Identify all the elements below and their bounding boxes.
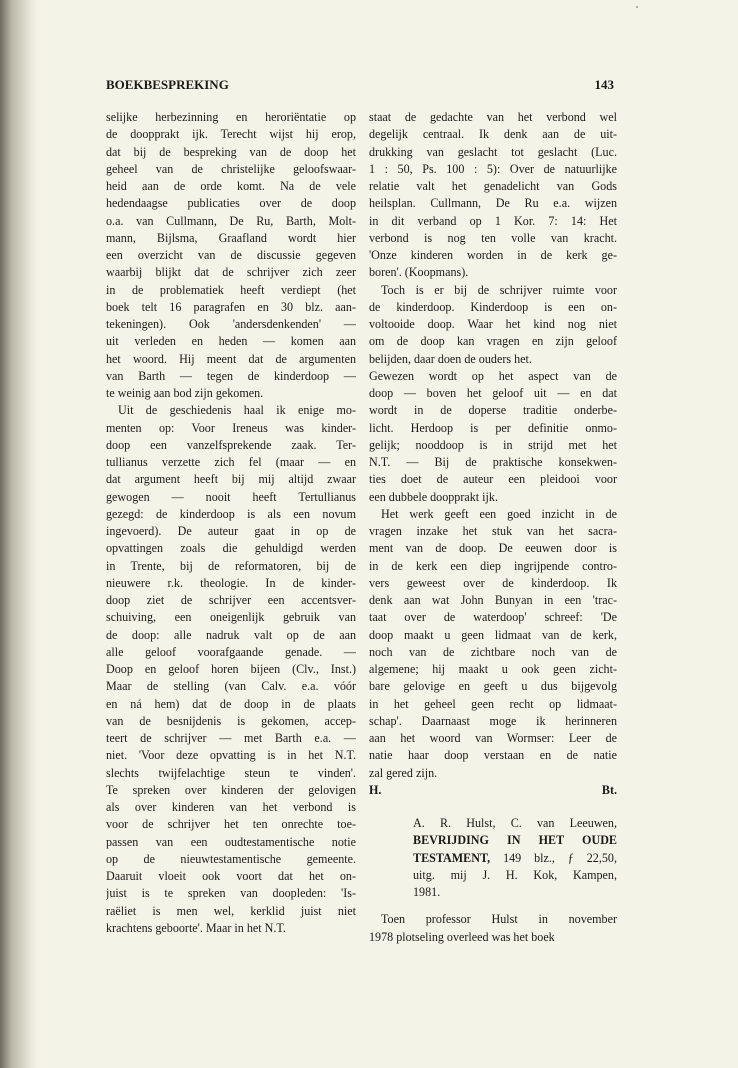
text-line: natie haar doop verstaan en de natie <box>369 748 617 763</box>
text-line: dat bij de bespreking van de doop het <box>106 144 356 159</box>
book-title-details <box>413 850 617 867</box>
text-line: Te spreken over kinderen der gelovigen <box>106 782 356 797</box>
text-line: schuiving, een oneigenlijk gebruik van <box>106 610 356 625</box>
text-line: o.a. van Cullmann, De Ru, Barth, Molt- <box>106 213 356 228</box>
text-line: slechts twijfelachtige steun te vinden'. <box>106 765 356 780</box>
text-line: van de besnijdenis is gekomen, accep- <box>106 713 356 728</box>
text-line: 1 : 50, Ps. 100 : 5): Over de natuurlijke <box>369 161 617 176</box>
text-line: de doopprakt ijk. Terecht wijst hij erop, <box>106 127 356 142</box>
text-line: zal gered zijn. <box>369 765 438 780</box>
text-line: waarbij blijkt dat de schrijver zich zeer <box>106 265 356 280</box>
text-line: degelijk centraal. Ik denk aan de uit- <box>369 127 617 142</box>
text-line: te weinig aan bod zijn gekomen. <box>106 386 264 400</box>
text-line: ties doet de auteur een pleidooi voor <box>369 472 617 487</box>
text-line: ingevoerd). De auteur gaat in op de <box>106 524 356 538</box>
text-line: gezegd: de kinderdoop is als een novum <box>106 506 356 521</box>
text-line: Uit de geschiedenis haal ik enige mo- <box>118 403 356 418</box>
text-line: krachtens geboorte'. Maar in het N.T. <box>106 920 286 935</box>
text-line: aan het woord van Wormser: Leer de <box>369 731 617 745</box>
signature-initial: H. <box>369 782 382 797</box>
text-line: selijke herbezinning en heroriëntatie op <box>106 110 356 124</box>
text-line: nieuwere r.k. theologie. In de kinder- <box>106 575 356 590</box>
text-line: tullianus verzette zich fel (maar — en <box>106 455 356 469</box>
text-line: een overzicht van de discussie gegeven <box>106 248 356 262</box>
right-column-text <box>369 109 617 782</box>
scan-binding-edge <box>0 0 38 1068</box>
text-line: Het werk geeft een goed inzicht in de <box>381 506 617 521</box>
page-number: 143 <box>594 77 614 92</box>
text-line: gewogen — nooit heeft Tertullianus <box>106 489 356 504</box>
signature-reviewer: Bt. <box>601 782 617 797</box>
text-line: Toen professor Hulst in november <box>381 912 617 927</box>
text-line: boren'. (Koopmans). <box>369 265 469 280</box>
text-line: de doop: alle nadruk valt op de aan <box>106 627 356 642</box>
text-line: 1978 plotseling overleed was het boek <box>369 929 555 944</box>
text-line: als over kinderen van het verbond is <box>106 800 356 814</box>
text-line: om de doop kan vragen en zijn geloof <box>369 334 617 349</box>
text-line: N.T. — Bij de praktische konsekwen- <box>369 455 617 469</box>
text-line: dat argument heeft bij mij altijd zwaar <box>106 472 356 487</box>
text-line: Gewezen wordt op het aspect van de <box>369 368 617 383</box>
text-line: doop — boven het geloof uit — en dat <box>369 386 617 400</box>
text-line: boek telt 16 paragrafen en 30 blz. aan- <box>106 299 356 314</box>
right-column <box>369 109 617 946</box>
text-line: voor de schrijver het ten onrechte toe- <box>106 817 356 832</box>
text-line: hedendaagse publicaties over de doop <box>106 196 356 211</box>
text-line: Daaruit vloeit ook voort dat het on- <box>106 869 356 883</box>
book-title: BEVRIJDING IN HET OUDE <box>413 833 617 848</box>
book-title-end: TESTAMENT, <box>413 850 491 865</box>
text-line: vers geweest over de kinderdoop. Ik <box>369 575 617 590</box>
scan-speck <box>636 6 638 8</box>
text-line: menten op: Voor Ireneus was kinder- <box>106 420 356 435</box>
text-line: opvattingen zoals die gehuldigd werden <box>106 541 356 556</box>
review-text <box>369 911 617 946</box>
text-line: en ná hem) dat de doop in de plaats <box>106 696 356 711</box>
book-authors: A. R. Hulst, C. van Leeuwen, <box>413 816 617 830</box>
text-line: tekeningen). Ook 'andersdenkenden' — <box>106 317 356 331</box>
text-line: de kinderdoop. Kinderdoop is een on- <box>369 299 617 314</box>
text-line: wordt in de doperse traditie onderbe- <box>369 403 617 418</box>
text-line: schap'. Daarnaast moge ik herinneren <box>369 713 617 728</box>
book-title-line <box>413 832 617 849</box>
text-line: niet. 'Voor deze opvatting is in het N.T. <box>106 748 356 763</box>
text-line: teert de schrijver — met Barth e.a. — <box>106 731 356 745</box>
text-line: 'Onze kinderen worden in de kerk ge- <box>369 248 617 262</box>
text-line: doop ziet de schrijver een accentsver- <box>106 593 356 607</box>
text-line: Toch is er bij de schrijver ruimte voor <box>381 282 617 297</box>
review-signature <box>369 782 617 799</box>
text-line: in dit verband op 1 Kor. 7: 14: Het <box>369 213 617 228</box>
page-header <box>106 77 614 97</box>
text-line: licht. Herdoop is per definitie onmo- <box>369 420 617 435</box>
text-line: voltooide doop. Waar het kind nog niet <box>369 317 617 331</box>
text-line: juist is te spreken van doopleden: 'Is- <box>106 886 356 901</box>
text-line: verbond is nog ten volle van kracht. <box>369 230 617 245</box>
text-line: vragen inzake het stuk van het sacra- <box>369 524 617 538</box>
text-line: in het geheel geen recht op lidmaat- <box>369 696 617 711</box>
text-line: relatie valt het genadelicht van Gods <box>369 179 617 193</box>
book-pages-price: 149 blz., ƒ 22,50, <box>490 850 617 865</box>
text-line: een dubbele doopprakt ijk. <box>369 489 498 504</box>
text-line: ment van de doop. De eeuwen door is <box>369 541 617 556</box>
book-year: 1981. <box>413 885 441 899</box>
text-line: in de kerk een diep ingrijpende contro- <box>369 558 617 573</box>
text-line: doop een vanzelfsprekende zaak. Ter- <box>106 437 356 452</box>
text-line: raëliet is men wel, kerklid juist niet <box>106 903 356 918</box>
text-line: algemene; hij maakt u ook geen zicht- <box>369 662 617 676</box>
text-line: belijden, daar doen de ouders het. <box>369 351 532 366</box>
text-line: Maar de stelling (van Calv. e.a. vóór <box>106 679 356 694</box>
text-line: staat de gedachte van het verbond wel <box>369 110 617 124</box>
text-line: heilsplan. Cullmann, De Ru e.a. wijzen <box>369 196 617 211</box>
text-line: gelijk; nooddoop is in strijd met het <box>369 437 617 452</box>
text-line: heid aan de orde komt. Na de vele <box>106 179 356 193</box>
book-review-heading <box>413 815 617 901</box>
left-column <box>106 109 356 937</box>
text-line: in de problematiek heeft verdiept (het <box>106 282 356 297</box>
text-line: Doop en geloof horen bijeen (Clv., Inst.) <box>106 662 356 676</box>
text-line: het woord. Hij meent dat de argumenten <box>106 351 356 366</box>
text-line: in Trente, bij de reformatoren, bij de <box>106 558 356 573</box>
section-title: BOEKBESPREKING <box>106 77 229 92</box>
text-line: op de nieuwtestamentische gemeente. <box>106 851 356 866</box>
text-line: geheel van de christelijke geloofswaar- <box>106 161 356 176</box>
text-line: doop maakt u geen lidmaat van de kerk, <box>369 627 617 642</box>
book-publisher: uitg. mij J. H. Kok, Kampen, <box>413 867 617 882</box>
text-line: bare gelovige en geeft u dus bijgevolg <box>369 679 617 694</box>
text-line: van Barth — tegen de kinderdoop — <box>106 368 356 383</box>
text-line: denk aan wat John Bunyan in een 'trac- <box>369 593 617 607</box>
text-line: taat over de waterdoop' schreef: 'De <box>369 610 617 625</box>
text-line: mann, Bijlsma, Graafland wordt hier <box>106 230 356 245</box>
text-line: uit verleden en heden — komen aan <box>106 334 356 349</box>
text-line: drukking van geslacht tot geslacht (Luc. <box>369 144 617 159</box>
text-line: alle geloof voorafgaande genade. — <box>106 644 356 659</box>
text-line: noch van de zichtbare noch van de <box>369 644 617 659</box>
text-line: passen van een oudtestamentische notie <box>106 834 356 849</box>
